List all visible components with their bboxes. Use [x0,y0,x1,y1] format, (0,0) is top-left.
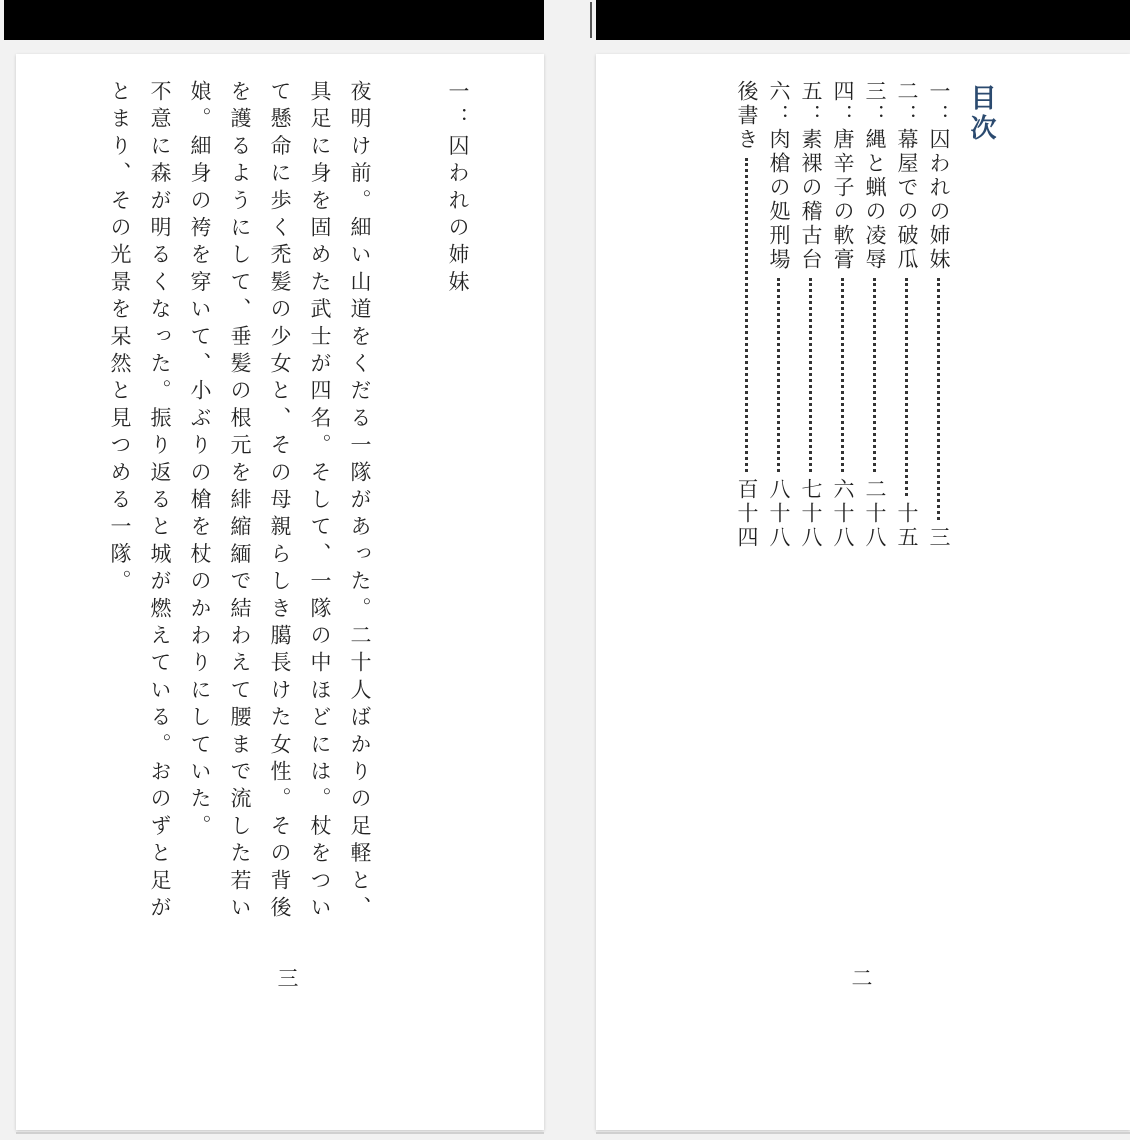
toc-leader-dots [873,278,876,472]
toc-leader-dots [809,278,812,472]
toc-entry-3[interactable] [858,80,890,550]
toc-entry-label: 二：幕屋での破瓜 [895,80,919,272]
toc-entry-7[interactable] [730,80,762,550]
toc-entry-4[interactable] [826,80,858,550]
toc-entry-page: 六十八 [831,478,855,550]
toc-entry-2[interactable] [890,80,922,550]
toc-leader-dots [905,278,908,496]
page-number: 三 [275,967,299,988]
right-pane [588,0,1130,1140]
chapter-heading: 一：囚われの姉妹 [446,80,470,298]
toc-entry-page: 二十八 [863,478,887,550]
page-two [596,54,1130,1130]
toc-entry-page: 十五 [895,502,919,550]
toc-entry-page: 百十四 [735,478,759,550]
toc-leader-dots [841,278,844,472]
toc-leader-dots [937,278,940,520]
toc-entry-label: 三：縄と蝋の凌辱 [863,80,887,272]
toc-leader-dots [777,278,780,472]
paragraph-1: 夜明け前。細い山道をくだる一隊があった。二十人ばかりの足軽と、具足に身を固めた武士が四名。そして、一隊の中ほどには。杖をついて懸命に歩く禿髪の少女と、その母親らしき臈長けた女性。その背後を護るようにして、垂髪の根元を緋縮緬で結わえて腰まで流した若い娘。細身の袴を穿いて、小ぶりの槍を杖のかわりにしていた。 [188,80,372,924]
page-edge [16,1132,544,1134]
table-of-contents [730,80,954,550]
toc-entry-label: 一：囚われの姉妹 [927,80,951,272]
toc-entry-label: 後書き [735,80,759,152]
toc-entry-page: 八十八 [767,478,791,550]
paragraph-2: 不意に森が明るくなった。振り返ると城が燃えている。おのずと足がとまり、その光景を呆然と見つめる一隊。 [108,80,172,924]
toc-entry-label: 五：素裸の稽古台 [799,80,823,272]
toc-entry-1[interactable] [922,80,954,550]
page-three [16,54,544,1130]
page-number: 二 [849,967,873,988]
toc-entry-label: 六：肉槍の処刑場 [767,80,791,272]
left-pane-toolbar [4,0,544,40]
page-edge [596,1132,1130,1134]
left-pane [0,0,548,1140]
toc-entry-6[interactable] [762,80,794,550]
toc-entry-5[interactable] [794,80,826,550]
toc-entry-label: 四：唐辛子の軟膏 [831,80,855,272]
right-pane-toolbar [596,0,1130,40]
toc-entry-page: 七十八 [799,478,823,550]
toc-leader-dots [745,158,748,472]
page-body [80,80,478,940]
toc-entry-page: 三 [927,526,951,550]
toc-title: 目次 [966,84,996,144]
